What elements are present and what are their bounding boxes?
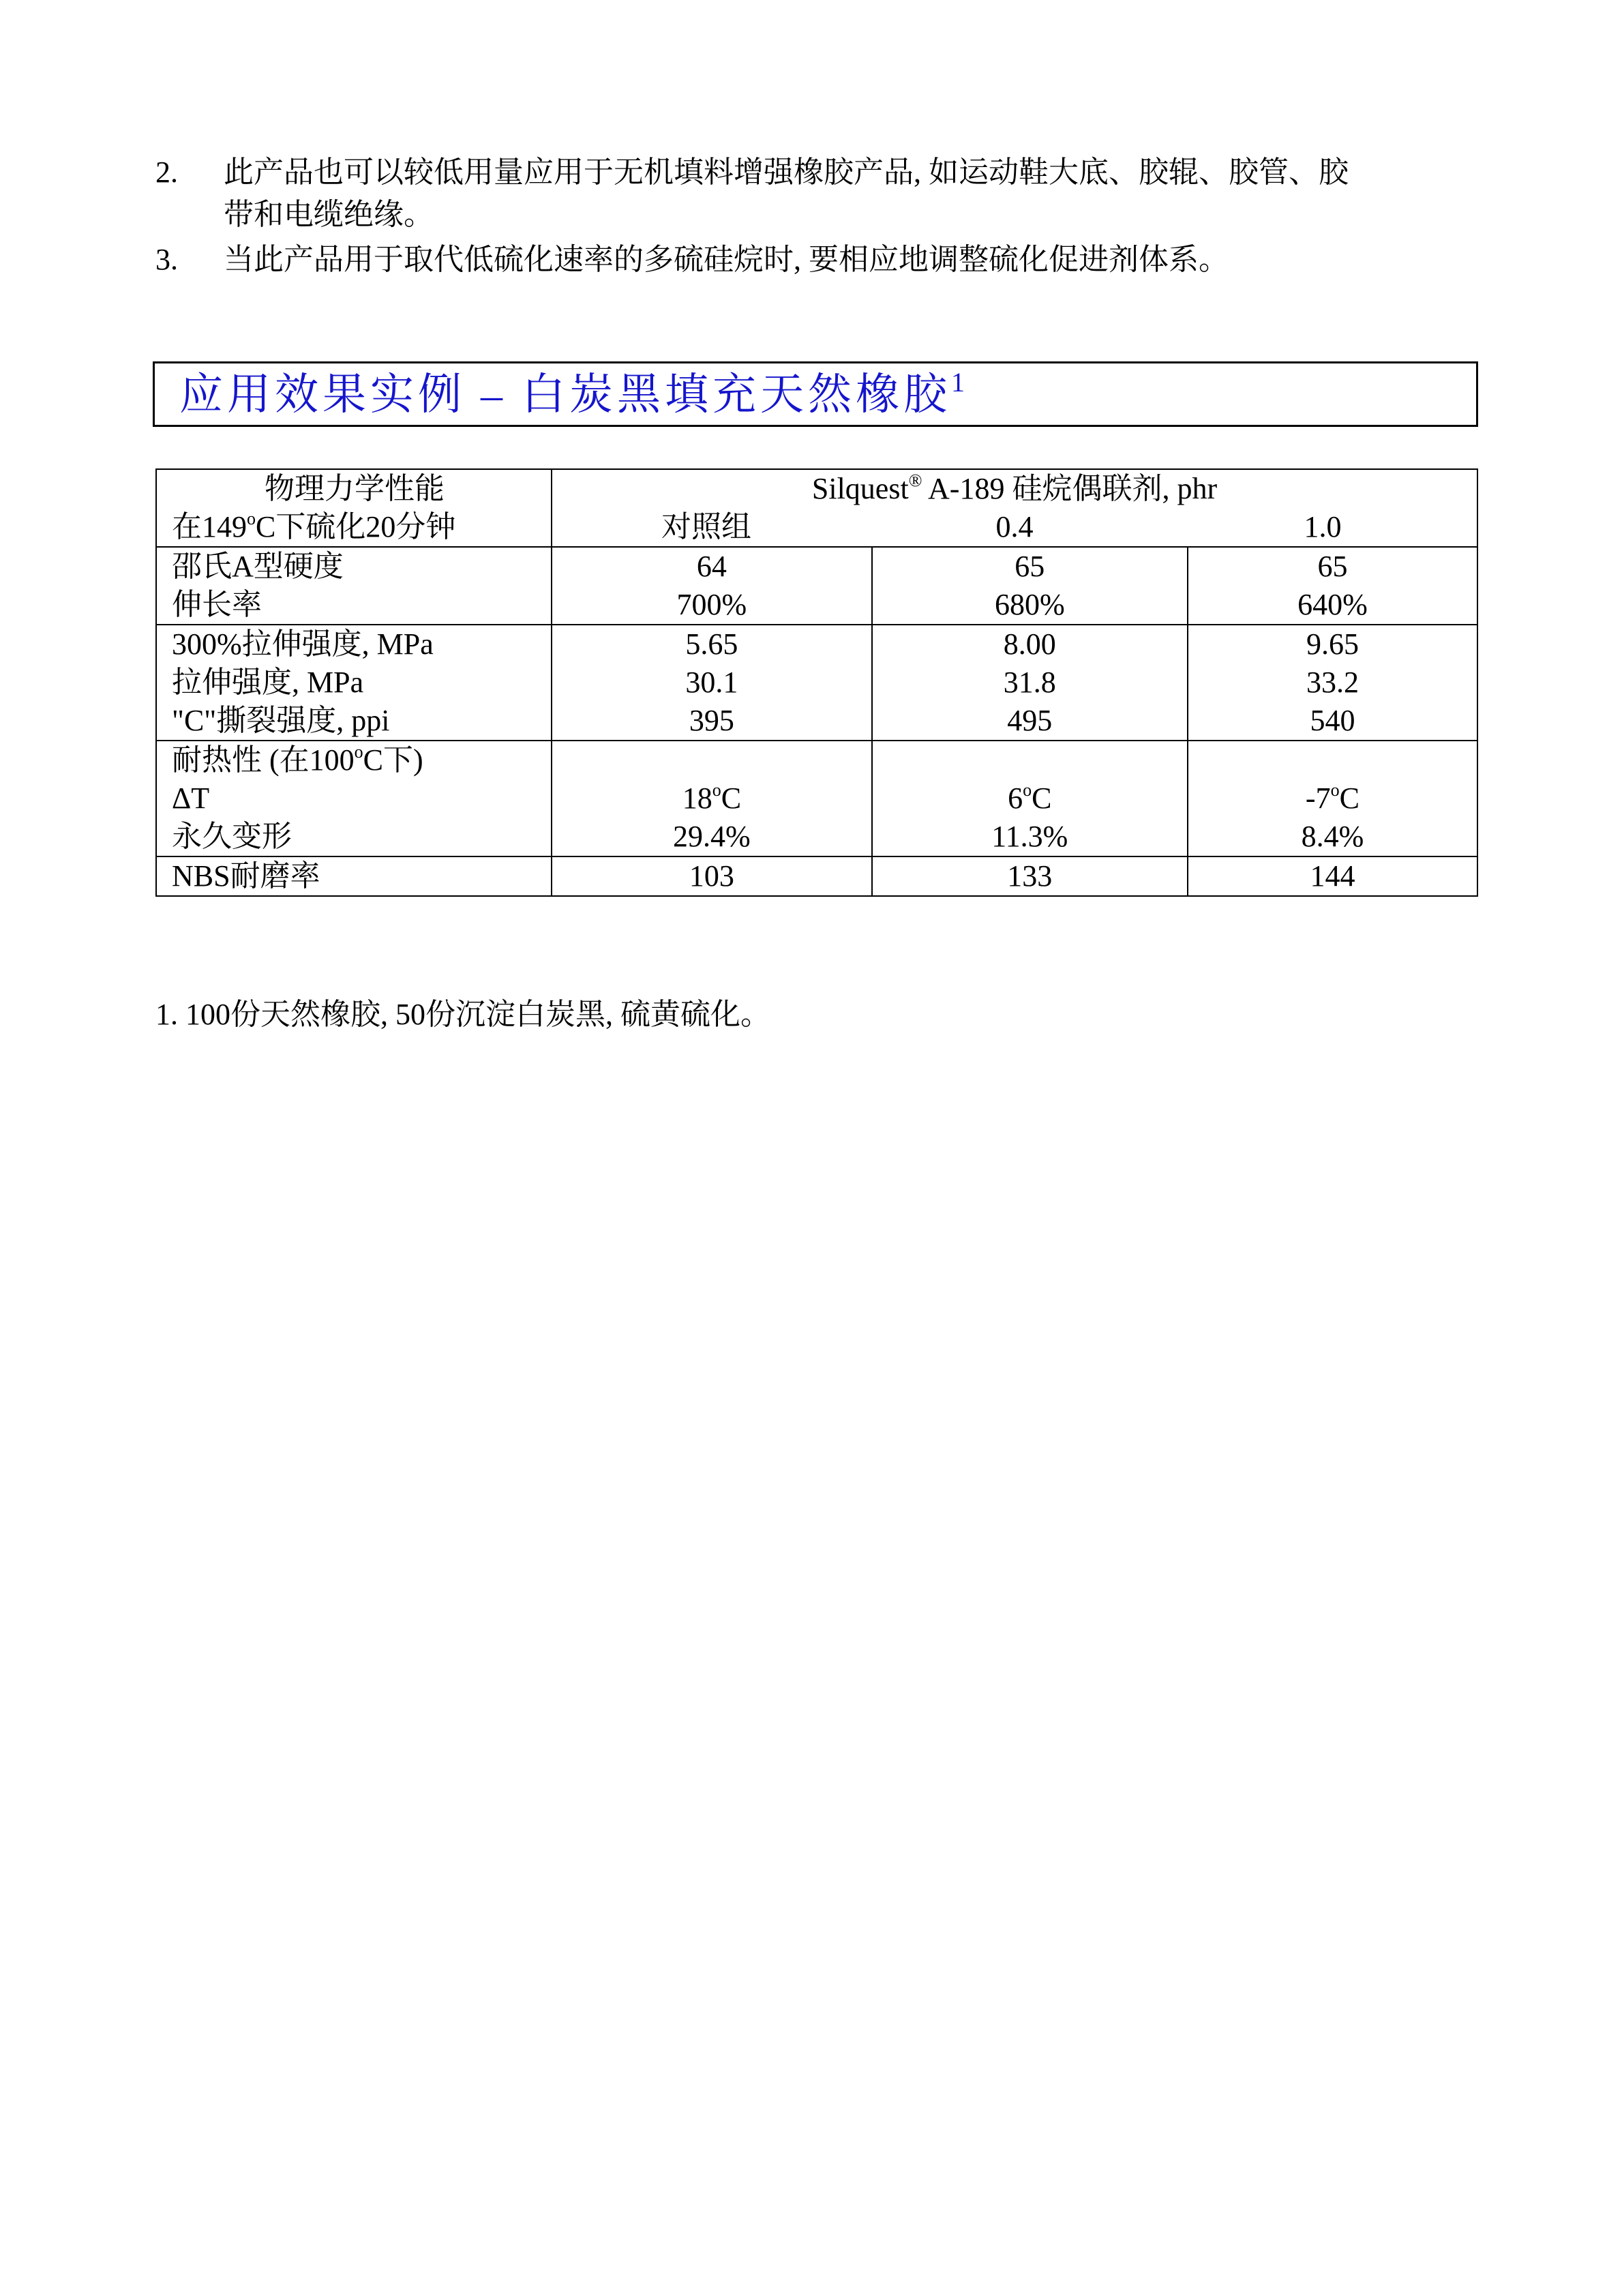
value-cell: 6$^o$C 11.3% <box>872 741 1188 856</box>
value-cell: 103 <box>552 856 872 896</box>
section-title-text: 应用效果实例 – 白炭黑填充天然橡胶 <box>179 370 951 419</box>
list-item <box>155 151 1492 236</box>
value-cell: 64 700% <box>552 547 872 625</box>
label-delta-t: ΔT <box>172 781 210 815</box>
column-header-control: 对照组 <box>661 510 751 543</box>
value-cell: 9.65 33.2 540 <box>1188 625 1477 741</box>
label-nbs-abrasion: NBS耐磨率 <box>172 859 320 893</box>
column-header-0-4: 0.4 <box>995 510 1034 543</box>
list-item-text-continued: 带和电缆绝缘。 <box>224 198 434 231</box>
list-item-text: 当此产品用于取代低硫化速率的多硫硅烷时, 要相应地调整硫化促进剂体系。 <box>224 243 1229 276</box>
label-tensile: 拉伸强度, MPa <box>172 666 364 699</box>
table-row <box>156 741 1477 856</box>
value-cell: 8.00 31.8 495 <box>872 625 1188 741</box>
list-item-text: 此产品也可以较低用量应用于无机填料增强橡胶产品, 如运动鞋大底、胶辊、胶管、胶 <box>224 155 1349 189</box>
table-header-row <box>156 469 1477 547</box>
table-row <box>156 625 1477 741</box>
header-silane-cell <box>552 469 1477 547</box>
value-cell: 65 680% <box>872 547 1188 625</box>
section-title <box>179 368 965 422</box>
column-header-1-0: 1.0 <box>1304 510 1342 543</box>
value-cell: 5.65 30.1 395 <box>552 625 872 741</box>
row-labels <box>156 547 552 625</box>
label-heat-resistance: 耐热性 (在100$^o$C下) <box>172 742 423 777</box>
value-cell: 18$^o$C 29.4% <box>552 741 872 856</box>
table-row <box>156 547 1477 625</box>
row-labels <box>156 741 552 856</box>
row-labels <box>156 856 552 896</box>
header-property-cell <box>156 469 552 547</box>
results-table <box>155 468 1478 897</box>
row-labels <box>156 625 552 741</box>
numbered-list <box>155 151 1492 284</box>
footnote: 1. 100份天然橡胶, 50份沉淀白炭黑, 硫黄硫化。 <box>155 998 770 1031</box>
table-row <box>156 856 1477 896</box>
label-elongation: 伸长率 <box>172 588 262 621</box>
value-cell: 133 <box>872 856 1188 896</box>
list-item <box>155 239 1492 281</box>
label-permanent-set: 永久变形 <box>172 820 292 853</box>
footnote-ref: 1 <box>951 367 965 398</box>
value-cell: 65 640% <box>1188 547 1477 625</box>
header-silane-label: Silquest® A-189 硅烷偶联剂, phr <box>811 471 1218 505</box>
section-title-box <box>153 361 1478 427</box>
label-hardness: 邵氏A型硬度 <box>172 550 344 583</box>
value-cell: 144 <box>1188 856 1477 896</box>
value-cell: -7$^o$C 8.4% <box>1188 741 1477 856</box>
header-columns <box>552 508 1477 546</box>
label-modulus: 300%拉伸强度, MPa <box>172 627 434 661</box>
header-cure-condition: 在149$^o$C下硫化20分钟 <box>172 509 456 543</box>
list-item-number: 3. <box>155 243 178 276</box>
header-property-label: 物理力学性能 <box>265 472 445 505</box>
list-item-number: 2. <box>155 155 178 189</box>
label-tear: "C"撕裂强度, ppi <box>172 704 390 737</box>
